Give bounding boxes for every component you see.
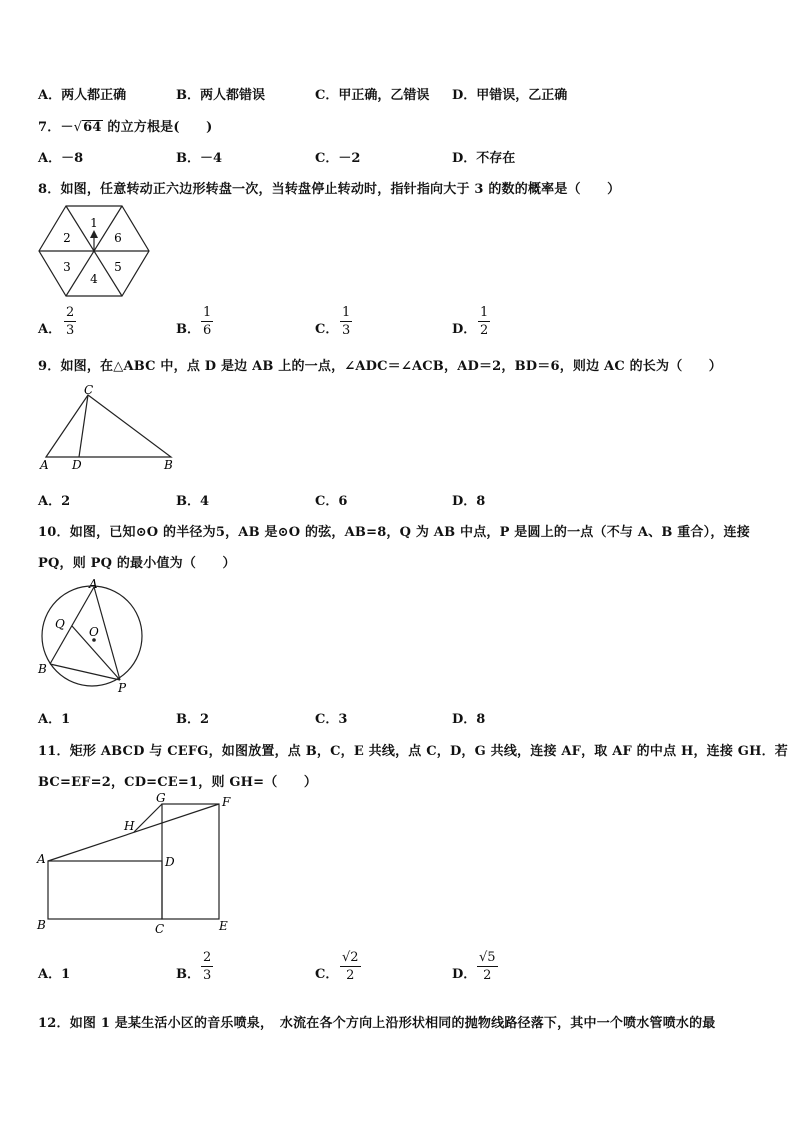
q8-sector-3: 3 [63, 260, 71, 274]
q10-option-c: C．3 [315, 712, 348, 727]
q9-stem: 9．如图，在△ABC 中，点 D 是边 AB 上的一点，∠ADC＝∠ACB，AD＝2，BD＝6，则边 AC 的长为（ ） [38, 359, 722, 374]
q8-sector-6: 6 [114, 231, 122, 245]
q8-hexagon-spinner-figure [38, 202, 152, 300]
q12-stem: 12．如图 1 是某生活小区的音乐喷泉， 水流在各个方向上沿形状相同的抛物线路径落下，其中一个喷水管喷水的最 [38, 1016, 716, 1031]
q9-option-b: B．4 [176, 494, 210, 509]
q11-rectangles-figure [34, 792, 240, 938]
q8-option-d-letter: D． [452, 322, 477, 337]
q8-stem: 8．如图，任意转动正六边形转盘一次，当转盘停止转动时，指针指向大于 3 的数的概率是（ ） [38, 182, 621, 197]
q7-prefix: － [60, 120, 74, 135]
q7-option-a: A．－8 [38, 151, 84, 166]
q8-option-b-fraction: 1 6 [203, 305, 212, 338]
q9-label-c: C [84, 383, 94, 397]
q9-triangle-figure [36, 383, 182, 473]
q7-option-d: D．不存在 [452, 151, 516, 166]
q11-label-d: D [165, 855, 175, 869]
q10-stem-line2: PQ，则 PQ 的最小值为（ ） [38, 556, 236, 571]
q8-option-a-letter: A． [38, 322, 62, 337]
q8-option-c-letter: C． [315, 322, 339, 337]
q7-suffix: 的立方根是( ) [107, 120, 213, 135]
q11-label-f: F [222, 795, 231, 809]
q10-label-b: B [38, 662, 47, 676]
q8-sector-4: 4 [90, 272, 98, 286]
q10-option-d: D．8 [452, 712, 486, 727]
q8-option-d-fraction: 1 2 [480, 305, 489, 338]
q6-option-c: C．甲正确，乙错误 [315, 88, 430, 103]
q9-option-d: D．8 [452, 494, 486, 509]
q6-option-d: D．甲错误，乙正确 [452, 88, 568, 103]
q10-option-b: B．2 [176, 712, 210, 727]
q11-stem-line2: BC=EF=2，CD=CE=1，则 GH=（ ） [38, 775, 318, 790]
q11-label-h: H [124, 819, 135, 833]
q10-circle-figure [36, 576, 148, 696]
q11-label-c: C [155, 922, 165, 936]
q9-label-a: A [40, 458, 49, 472]
q8-option-a-fraction: 2 3 [66, 305, 75, 338]
q7-option-c: C．－2 [315, 151, 361, 166]
q9-label-d: D [72, 458, 82, 472]
q10-label-a: A [89, 577, 98, 591]
q11-label-g: G [156, 792, 166, 805]
q11-option-c-fraction: √2 2 [342, 950, 359, 983]
q9-option-a: A．2 [38, 494, 71, 509]
q10-label-p: P [118, 681, 127, 695]
q7-option-b: B．－4 [176, 151, 223, 166]
q6-option-a: A．两人都正确 [38, 88, 127, 103]
q11-option-a: A．1 [38, 967, 71, 982]
q11-stem-line1: 11．矩形 ABCD 与 CEFG，如图放置，点 B，C，E 共线，点 C，D，G 共线，连接 AF，取 AF 的中点 H，连接 GH．若 [38, 744, 788, 759]
q8-option-b-letter: B． [176, 322, 200, 337]
q11-option-d-letter: D． [452, 967, 477, 982]
q11-label-a: A [37, 852, 46, 866]
q10-option-a: A．1 [38, 712, 71, 727]
q11-option-b-fraction: 2 3 [203, 950, 212, 983]
q9-option-c: C．6 [315, 494, 348, 509]
q8-sector-2: 2 [63, 231, 71, 245]
q7-number: 7． [38, 120, 61, 135]
q11-label-e: E [219, 919, 228, 933]
q11-option-c-letter: C． [315, 967, 339, 982]
q7-stem: 7．－√64 的立方根是( ) [38, 120, 213, 135]
q8-option-c-fraction: 1 3 [342, 305, 351, 338]
q7-radicand: 64 [83, 120, 102, 135]
q8-sector-5: 5 [114, 260, 122, 274]
q8-sector-1: 1 [90, 216, 98, 230]
q10-stem-line1: 10．如图，已知⊙O 的半径为5，AB 是⊙O 的弦，AB=8，Q 为 AB 中点，P 是圆上的一点（不与 A、B 重合），连接 [38, 525, 750, 540]
q11-label-b: B [37, 918, 46, 932]
q9-label-b: B [164, 458, 173, 472]
q11-option-b-letter: B． [176, 967, 200, 982]
q11-option-d-fraction: √5 2 [479, 950, 496, 983]
q6-option-b: B．两人都错误 [176, 88, 265, 103]
q10-label-q: Q [55, 617, 65, 631]
q10-label-o: O [89, 625, 99, 639]
